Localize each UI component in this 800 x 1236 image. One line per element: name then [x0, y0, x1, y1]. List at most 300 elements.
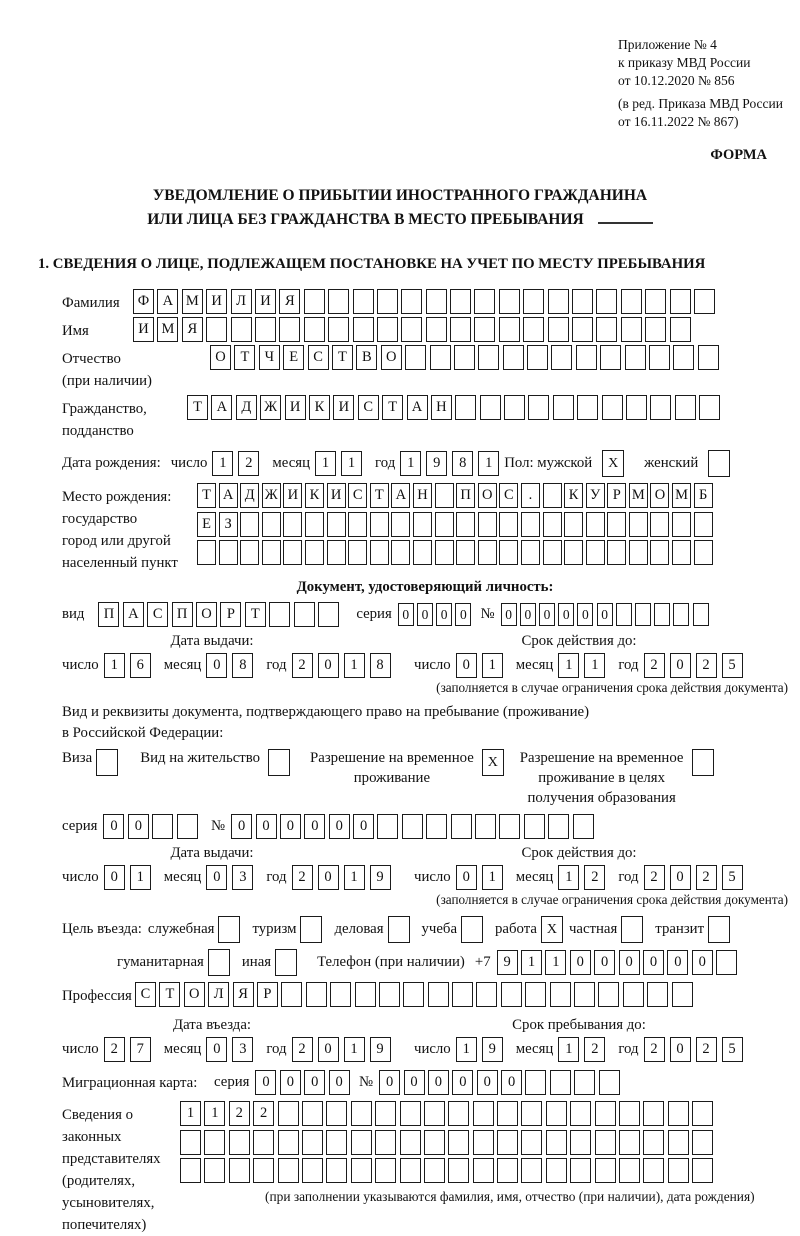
char-cell[interactable]	[504, 395, 525, 420]
char-cell[interactable]	[278, 1158, 299, 1183]
char-cell[interactable]	[647, 982, 668, 1007]
char-cell[interactable]	[474, 317, 495, 342]
char-cell[interactable]	[353, 289, 374, 314]
char-cell[interactable]	[294, 602, 315, 627]
char-cell[interactable]: 9	[426, 451, 447, 476]
char-cell[interactable]: 0	[280, 1070, 301, 1095]
char-cell[interactable]	[616, 603, 632, 626]
char-cell[interactable]	[278, 1130, 299, 1155]
char-cell[interactable]	[452, 982, 473, 1007]
char-cell[interactable]: Р	[257, 982, 278, 1007]
char-cell[interactable]	[570, 1101, 591, 1126]
char-cell[interactable]: 7	[130, 1037, 151, 1062]
char-cell[interactable]: 0	[304, 814, 325, 839]
char-cell[interactable]: Я	[279, 289, 300, 314]
char-cell[interactable]: 2	[238, 451, 259, 476]
char-cell[interactable]: 3	[232, 865, 253, 890]
char-cell[interactable]: 0	[456, 653, 477, 678]
char-cell[interactable]: 0	[539, 603, 555, 626]
char-cell[interactable]	[577, 395, 598, 420]
char-cell[interactable]: 1	[558, 1037, 579, 1062]
char-cell[interactable]: 0	[594, 950, 615, 975]
char-cell[interactable]: Т	[370, 483, 389, 508]
char-cell[interactable]	[400, 1130, 421, 1155]
char-cell[interactable]: 2	[229, 1101, 250, 1126]
char-cell[interactable]	[428, 982, 449, 1007]
char-cell[interactable]	[643, 1158, 664, 1183]
char-cell[interactable]	[326, 1130, 347, 1155]
char-cell[interactable]	[629, 540, 648, 565]
char-cell[interactable]: 0	[643, 950, 664, 975]
char-cell[interactable]: 0	[456, 865, 477, 890]
char-cell[interactable]	[551, 345, 572, 370]
char-cell[interactable]	[576, 345, 597, 370]
char-cell[interactable]	[302, 1101, 323, 1126]
char-cell[interactable]	[403, 982, 424, 1007]
char-cell[interactable]	[607, 540, 626, 565]
char-cell[interactable]	[262, 512, 281, 537]
char-cell[interactable]	[572, 317, 593, 342]
char-cell[interactable]: 5	[722, 653, 743, 678]
char-cell[interactable]: 0	[318, 1037, 339, 1062]
char-cell[interactable]: 1	[558, 865, 579, 890]
char-cell[interactable]	[478, 512, 497, 537]
char-cell[interactable]	[497, 1158, 518, 1183]
char-cell[interactable]: З	[219, 512, 238, 537]
char-cell[interactable]	[619, 1130, 640, 1155]
char-cell[interactable]	[521, 1130, 542, 1155]
char-cell[interactable]	[391, 512, 410, 537]
char-cell[interactable]	[573, 814, 594, 839]
char-cell[interactable]	[302, 1130, 323, 1155]
char-cell[interactable]: Я	[233, 982, 254, 1007]
char-cell[interactable]	[698, 345, 719, 370]
char-cell[interactable]: Т	[245, 602, 266, 627]
char-cell[interactable]	[629, 512, 648, 537]
char-cell[interactable]: 0	[477, 1070, 498, 1095]
char-cell[interactable]	[400, 1158, 421, 1183]
char-cell[interactable]	[370, 540, 389, 565]
char-cell[interactable]	[328, 289, 349, 314]
visa-checkbox[interactable]	[96, 749, 118, 776]
char-cell[interactable]	[619, 1101, 640, 1126]
char-cell[interactable]: 0	[398, 603, 414, 626]
char-cell[interactable]	[401, 317, 422, 342]
char-cell[interactable]: И	[133, 317, 154, 342]
char-cell[interactable]: Н	[413, 483, 432, 508]
char-cell[interactable]	[413, 540, 432, 565]
char-cell[interactable]	[543, 483, 562, 508]
char-cell[interactable]	[455, 395, 476, 420]
char-cell[interactable]	[672, 512, 691, 537]
char-cell[interactable]: 0	[318, 653, 339, 678]
char-cell[interactable]: 2	[696, 865, 717, 890]
char-cell[interactable]	[269, 602, 290, 627]
char-cell[interactable]	[574, 1070, 595, 1095]
char-cell[interactable]	[623, 982, 644, 1007]
char-cell[interactable]	[480, 395, 501, 420]
char-cell[interactable]: И	[333, 395, 354, 420]
char-cell[interactable]	[204, 1158, 225, 1183]
char-cell[interactable]: А	[407, 395, 428, 420]
char-cell[interactable]: К	[564, 483, 583, 508]
char-cell[interactable]	[402, 814, 423, 839]
char-cell[interactable]: 0	[670, 653, 691, 678]
char-cell[interactable]: 1	[204, 1101, 225, 1126]
char-cell[interactable]	[405, 345, 426, 370]
char-cell[interactable]	[527, 345, 548, 370]
char-cell[interactable]	[379, 982, 400, 1007]
char-cell[interactable]	[626, 395, 647, 420]
char-cell[interactable]: 0	[570, 950, 591, 975]
char-cell[interactable]: П	[456, 483, 475, 508]
purpose-business-checkbox[interactable]	[388, 916, 410, 943]
char-cell[interactable]: 5	[722, 865, 743, 890]
char-cell[interactable]	[204, 1130, 225, 1155]
char-cell[interactable]: 0	[670, 1037, 691, 1062]
char-cell[interactable]: 1	[344, 865, 365, 890]
char-cell[interactable]: Р	[607, 483, 626, 508]
char-cell[interactable]: 1	[344, 1037, 365, 1062]
char-cell[interactable]	[548, 814, 569, 839]
char-cell[interactable]	[302, 1158, 323, 1183]
char-cell[interactable]	[572, 289, 593, 314]
char-cell[interactable]: А	[211, 395, 232, 420]
char-cell[interactable]	[377, 317, 398, 342]
char-cell[interactable]	[255, 317, 276, 342]
char-cell[interactable]	[197, 540, 216, 565]
temp-residence-edu-checkbox[interactable]	[692, 749, 714, 776]
char-cell[interactable]	[598, 982, 619, 1007]
char-cell[interactable]	[499, 814, 520, 839]
char-cell[interactable]	[670, 317, 691, 342]
char-cell[interactable]: М	[629, 483, 648, 508]
char-cell[interactable]: 1	[344, 653, 365, 678]
char-cell[interactable]: 8	[232, 653, 253, 678]
purpose-other-checkbox[interactable]	[275, 949, 297, 976]
char-cell[interactable]	[564, 512, 583, 537]
char-cell[interactable]	[475, 814, 496, 839]
char-cell[interactable]: 0	[558, 603, 574, 626]
char-cell[interactable]: 0	[428, 1070, 449, 1095]
char-cell[interactable]: А	[219, 483, 238, 508]
char-cell[interactable]	[649, 345, 670, 370]
sex-male-checkbox[interactable]: X	[602, 450, 624, 477]
char-cell[interactable]	[473, 1158, 494, 1183]
char-cell[interactable]: О	[210, 345, 231, 370]
char-cell[interactable]: 2	[584, 865, 605, 890]
char-cell[interactable]	[450, 289, 471, 314]
char-cell[interactable]	[353, 317, 374, 342]
char-cell[interactable]: 0	[304, 1070, 325, 1095]
purpose-work-checkbox[interactable]: X	[541, 916, 563, 943]
char-cell[interactable]	[177, 814, 198, 839]
char-cell[interactable]: Т	[197, 483, 216, 508]
char-cell[interactable]	[451, 814, 472, 839]
purpose-study-checkbox[interactable]	[461, 916, 483, 943]
char-cell[interactable]	[525, 1070, 546, 1095]
char-cell[interactable]	[523, 317, 544, 342]
char-cell[interactable]	[327, 540, 346, 565]
char-cell[interactable]: 0	[206, 865, 227, 890]
char-cell[interactable]: 0	[404, 1070, 425, 1095]
char-cell[interactable]: 3	[232, 1037, 253, 1062]
char-cell[interactable]: 1	[482, 653, 503, 678]
char-cell[interactable]	[619, 1158, 640, 1183]
char-cell[interactable]	[673, 345, 694, 370]
char-cell[interactable]: 1	[545, 950, 566, 975]
char-cell[interactable]	[546, 1130, 567, 1155]
char-cell[interactable]: 6	[130, 653, 151, 678]
char-cell[interactable]	[377, 289, 398, 314]
char-cell[interactable]	[375, 1130, 396, 1155]
char-cell[interactable]	[524, 814, 545, 839]
char-cell[interactable]	[503, 345, 524, 370]
char-cell[interactable]: 0	[256, 814, 277, 839]
char-cell[interactable]: 0	[379, 1070, 400, 1095]
purpose-humanitarian-checkbox[interactable]	[208, 949, 230, 976]
char-cell[interactable]: 0	[597, 603, 613, 626]
char-cell[interactable]: О	[196, 602, 217, 627]
char-cell[interactable]	[330, 982, 351, 1007]
char-cell[interactable]	[326, 1158, 347, 1183]
char-cell[interactable]: 0	[501, 1070, 522, 1095]
char-cell[interactable]: 1	[341, 451, 362, 476]
char-cell[interactable]: И	[206, 289, 227, 314]
char-cell[interactable]	[206, 317, 227, 342]
char-cell[interactable]	[426, 814, 447, 839]
char-cell[interactable]	[473, 1101, 494, 1126]
char-cell[interactable]	[231, 317, 252, 342]
char-cell[interactable]	[668, 1130, 689, 1155]
char-cell[interactable]	[400, 1101, 421, 1126]
char-cell[interactable]	[328, 317, 349, 342]
char-cell[interactable]	[694, 540, 713, 565]
char-cell[interactable]	[501, 982, 522, 1007]
char-cell[interactable]: П	[172, 602, 193, 627]
char-cell[interactable]: 8	[452, 451, 473, 476]
char-cell[interactable]: С	[348, 483, 367, 508]
residence-permit-checkbox[interactable]	[268, 749, 290, 776]
char-cell[interactable]	[673, 603, 689, 626]
char-cell[interactable]	[305, 512, 324, 537]
char-cell[interactable]	[424, 1130, 445, 1155]
char-cell[interactable]	[716, 950, 737, 975]
char-cell[interactable]: 0	[104, 865, 125, 890]
char-cell[interactable]: 0	[280, 814, 301, 839]
char-cell[interactable]: 2	[292, 865, 313, 890]
char-cell[interactable]: 1	[400, 451, 421, 476]
char-cell[interactable]: 2	[644, 1037, 665, 1062]
char-cell[interactable]	[499, 317, 520, 342]
char-cell[interactable]	[528, 395, 549, 420]
char-cell[interactable]: Ж	[260, 395, 281, 420]
char-cell[interactable]: П	[98, 602, 119, 627]
char-cell[interactable]: 1	[521, 950, 542, 975]
char-cell[interactable]	[694, 289, 715, 314]
char-cell[interactable]	[370, 512, 389, 537]
char-cell[interactable]: 2	[644, 865, 665, 890]
char-cell[interactable]	[262, 540, 281, 565]
char-cell[interactable]: 2	[644, 653, 665, 678]
char-cell[interactable]	[548, 289, 569, 314]
char-cell[interactable]: У	[586, 483, 605, 508]
char-cell[interactable]: 0	[318, 865, 339, 890]
char-cell[interactable]	[595, 1101, 616, 1126]
char-cell[interactable]	[595, 1130, 616, 1155]
char-cell[interactable]: 0	[455, 603, 471, 626]
char-cell[interactable]	[180, 1158, 201, 1183]
char-cell[interactable]: 1	[456, 1037, 477, 1062]
char-cell[interactable]	[424, 1158, 445, 1183]
char-cell[interactable]	[152, 814, 173, 839]
char-cell[interactable]: 0	[667, 950, 688, 975]
char-cell[interactable]	[478, 540, 497, 565]
char-cell[interactable]: 0	[417, 603, 433, 626]
char-cell[interactable]	[564, 540, 583, 565]
char-cell[interactable]	[523, 289, 544, 314]
char-cell[interactable]: Б	[694, 483, 713, 508]
char-cell[interactable]: С	[147, 602, 168, 627]
char-cell[interactable]: 0	[231, 814, 252, 839]
char-cell[interactable]: Т	[382, 395, 403, 420]
char-cell[interactable]	[668, 1101, 689, 1126]
char-cell[interactable]: Т	[187, 395, 208, 420]
char-cell[interactable]	[650, 395, 671, 420]
char-cell[interactable]: Д	[236, 395, 257, 420]
char-cell[interactable]: 2	[584, 1037, 605, 1062]
char-cell[interactable]: С	[308, 345, 329, 370]
char-cell[interactable]: А	[157, 289, 178, 314]
char-cell[interactable]	[525, 982, 546, 1007]
char-cell[interactable]: 9	[482, 1037, 503, 1062]
char-cell[interactable]: 1	[180, 1101, 201, 1126]
char-cell[interactable]: 0	[255, 1070, 276, 1095]
char-cell[interactable]: И	[285, 395, 306, 420]
char-cell[interactable]	[550, 982, 571, 1007]
char-cell[interactable]	[596, 289, 617, 314]
char-cell[interactable]	[586, 540, 605, 565]
char-cell[interactable]	[543, 540, 562, 565]
char-cell[interactable]	[474, 289, 495, 314]
char-cell[interactable]	[426, 317, 447, 342]
char-cell[interactable]	[645, 317, 666, 342]
char-cell[interactable]	[599, 1070, 620, 1095]
char-cell[interactable]	[278, 1101, 299, 1126]
char-cell[interactable]	[521, 512, 540, 537]
char-cell[interactable]: 0	[577, 603, 593, 626]
char-cell[interactable]	[650, 540, 669, 565]
char-cell[interactable]: Р	[220, 602, 241, 627]
char-cell[interactable]: 9	[497, 950, 518, 975]
char-cell[interactable]: О	[478, 483, 497, 508]
char-cell[interactable]: .	[521, 483, 540, 508]
char-cell[interactable]: Т	[234, 345, 255, 370]
char-cell[interactable]: С	[358, 395, 379, 420]
char-cell[interactable]	[499, 540, 518, 565]
char-cell[interactable]	[327, 512, 346, 537]
char-cell[interactable]: М	[672, 483, 691, 508]
char-cell[interactable]: 0	[103, 814, 124, 839]
char-cell[interactable]: К	[305, 483, 324, 508]
char-cell[interactable]	[355, 982, 376, 1007]
char-cell[interactable]: 0	[520, 603, 536, 626]
char-cell[interactable]	[499, 512, 518, 537]
char-cell[interactable]	[693, 603, 709, 626]
char-cell[interactable]	[595, 1158, 616, 1183]
char-cell[interactable]	[351, 1158, 372, 1183]
char-cell[interactable]	[548, 317, 569, 342]
char-cell[interactable]: 2	[292, 1037, 313, 1062]
char-cell[interactable]: 9	[370, 865, 391, 890]
char-cell[interactable]	[305, 540, 324, 565]
char-cell[interactable]	[304, 317, 325, 342]
char-cell[interactable]: 0	[619, 950, 640, 975]
char-cell[interactable]: И	[283, 483, 302, 508]
char-cell[interactable]	[318, 602, 339, 627]
char-cell[interactable]: 0	[692, 950, 713, 975]
char-cell[interactable]	[219, 540, 238, 565]
char-cell[interactable]	[694, 512, 713, 537]
char-cell[interactable]: 0	[329, 1070, 350, 1095]
char-cell[interactable]: О	[381, 345, 402, 370]
char-cell[interactable]	[570, 1130, 591, 1155]
char-cell[interactable]: 2	[253, 1101, 274, 1126]
char-cell[interactable]	[497, 1101, 518, 1126]
char-cell[interactable]	[692, 1158, 713, 1183]
char-cell[interactable]	[448, 1101, 469, 1126]
char-cell[interactable]: И	[255, 289, 276, 314]
char-cell[interactable]	[521, 540, 540, 565]
char-cell[interactable]: Ж	[262, 483, 281, 508]
char-cell[interactable]: 1	[315, 451, 336, 476]
char-cell[interactable]	[426, 289, 447, 314]
char-cell[interactable]: Т	[159, 982, 180, 1007]
char-cell[interactable]	[348, 540, 367, 565]
char-cell[interactable]	[586, 512, 605, 537]
char-cell[interactable]	[253, 1158, 274, 1183]
purpose-private-checkbox[interactable]	[621, 916, 643, 943]
char-cell[interactable]: 1	[558, 653, 579, 678]
char-cell[interactable]	[625, 345, 646, 370]
char-cell[interactable]	[240, 540, 259, 565]
char-cell[interactable]	[478, 345, 499, 370]
char-cell[interactable]: 1	[130, 865, 151, 890]
char-cell[interactable]: 0	[206, 1037, 227, 1062]
char-cell[interactable]	[602, 395, 623, 420]
char-cell[interactable]	[497, 1130, 518, 1155]
char-cell[interactable]: 1	[482, 865, 503, 890]
char-cell[interactable]: В	[356, 345, 377, 370]
char-cell[interactable]	[670, 289, 691, 314]
char-cell[interactable]	[692, 1130, 713, 1155]
char-cell[interactable]	[456, 512, 475, 537]
char-cell[interactable]	[546, 1158, 567, 1183]
char-cell[interactable]	[351, 1130, 372, 1155]
char-cell[interactable]	[430, 345, 451, 370]
char-cell[interactable]	[180, 1130, 201, 1155]
char-cell[interactable]	[546, 1101, 567, 1126]
char-cell[interactable]	[424, 1101, 445, 1126]
char-cell[interactable]	[281, 982, 302, 1007]
char-cell[interactable]: А	[391, 483, 410, 508]
char-cell[interactable]: Е	[283, 345, 304, 370]
char-cell[interactable]: Д	[240, 483, 259, 508]
char-cell[interactable]	[351, 1101, 372, 1126]
char-cell[interactable]: Н	[431, 395, 452, 420]
temp-residence-checkbox[interactable]: X	[482, 749, 504, 776]
char-cell[interactable]: Ф	[133, 289, 154, 314]
